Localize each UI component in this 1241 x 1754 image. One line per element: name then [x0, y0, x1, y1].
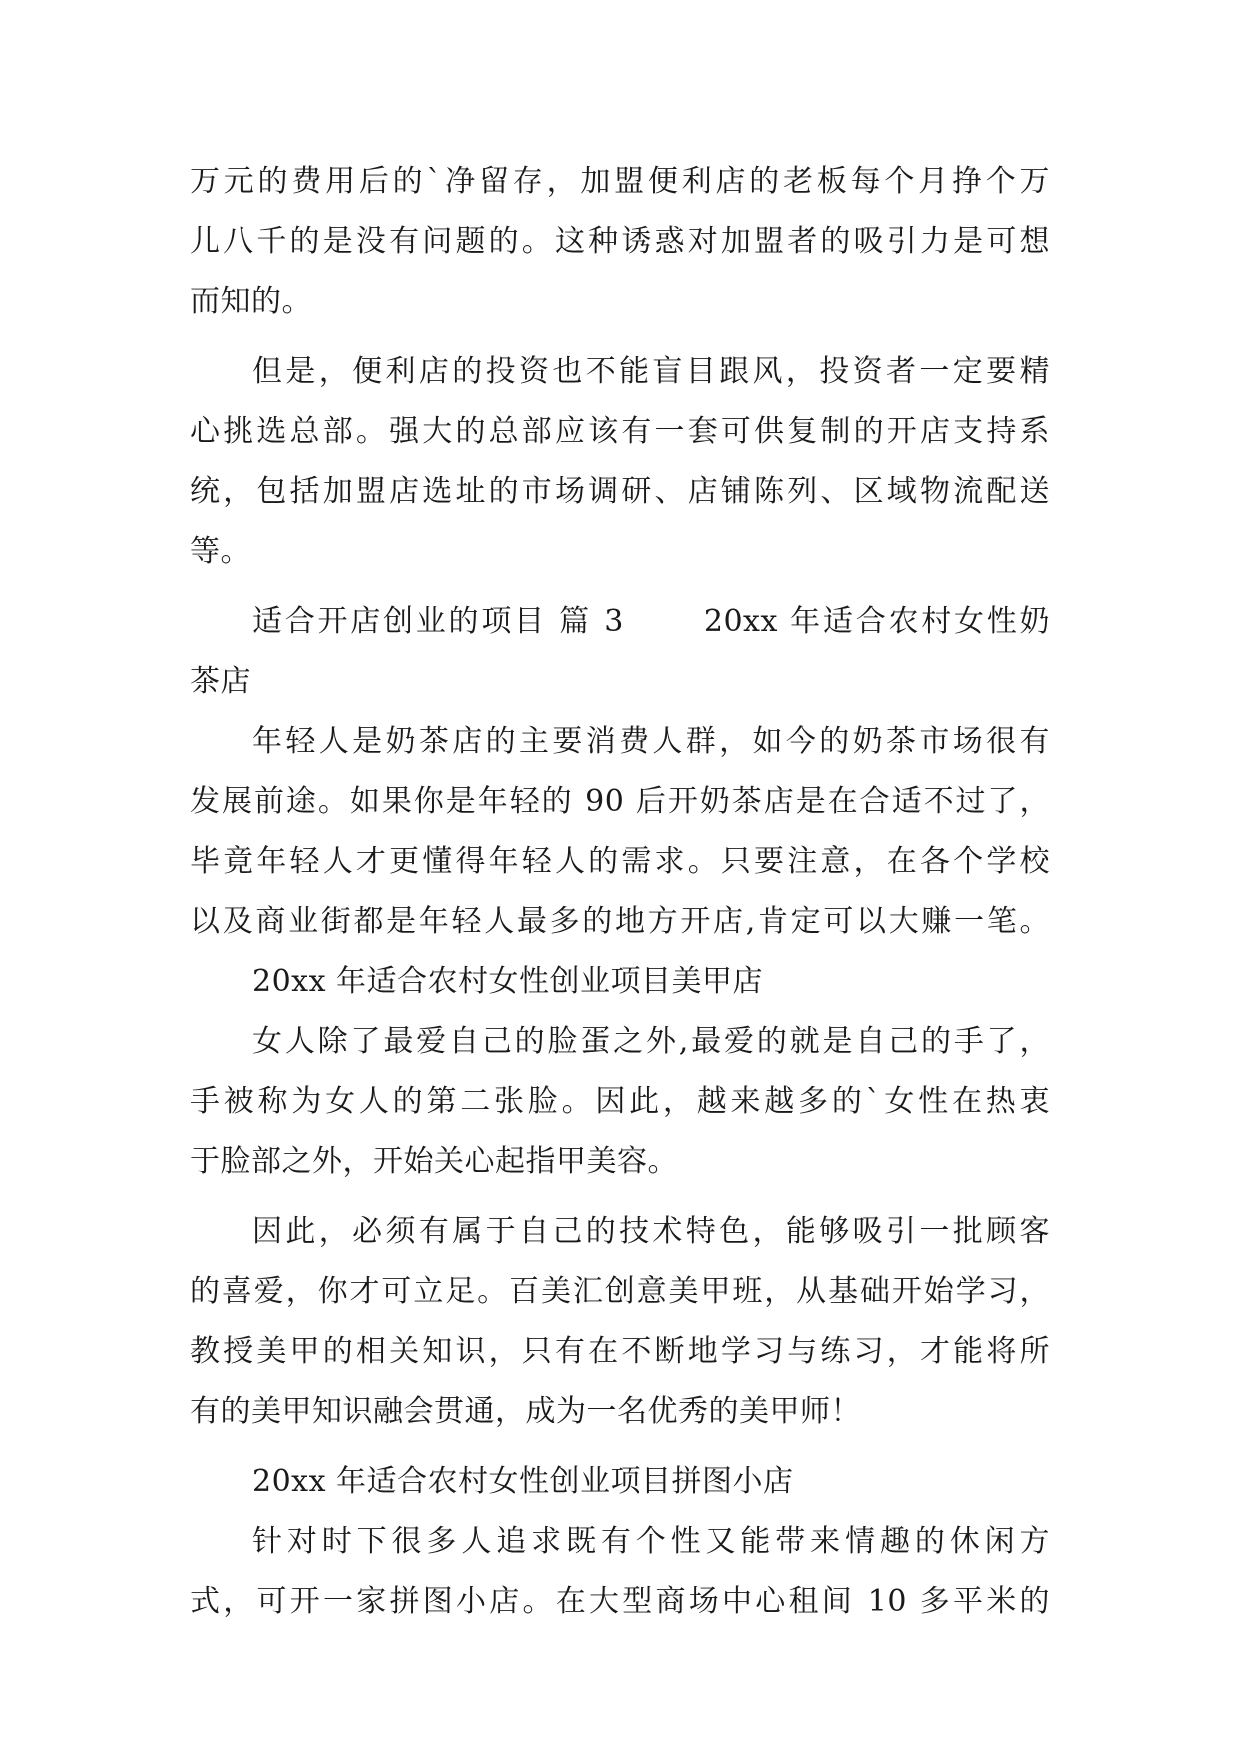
section-heading-line: 20xx 年适合农村女性创业项目美甲店 [252, 964, 764, 999]
paragraph-line: 统，包括加盟店选址的市场调研、店铺陈列、区域物流配送 [190, 474, 1050, 509]
paragraph-line: 儿八千的是没有问题的。这种诱惑对加盟者的吸引力是可想 [190, 224, 1050, 259]
paragraph-line: 发展前途。如果你是年轻的 90 后开奶茶店是在合适不过了， [190, 784, 1050, 819]
section-heading-line: 茶店 [190, 664, 251, 699]
paragraph-line: 女人除了最爱自己的脸蛋之外,最爱的就是自己的手了， [252, 1024, 1050, 1059]
section-heading-line: 适合开店创业的项目 篇 3 20xx 年适合农村女性奶 [252, 604, 1050, 639]
paragraph-line: 万元的费用后的`净留存，加盟便利店的老板每个月挣个万 [190, 164, 1050, 199]
paragraph-line: 等。 [190, 534, 251, 569]
paragraph-line: 但是，便利店的投资也不能盲目跟风，投资者一定要精 [252, 354, 1050, 389]
section-heading-line: 20xx 年适合农村女性创业项目拼图小店 [252, 1464, 794, 1499]
paragraph-line: 以及商业街都是年轻人最多的地方开店,肯定可以大赚一笔。 [190, 904, 1050, 939]
paragraph-line: 手被称为女人的第二张脸。因此，越来越多的`女性在热衷 [190, 1084, 1050, 1119]
document-body [190, 152, 1050, 1632]
paragraph-line: 毕竟年轻人才更懂得年轻人的需求。只要注意，在各个学校 [190, 844, 1050, 879]
paragraph-line: 的喜爱，你才可立足。百美汇创意美甲班，从基础开始学习， [190, 1274, 1050, 1309]
paragraph-line: 心挑选总部。强大的总部应该有一套可供复制的开店支持系 [190, 414, 1050, 449]
paragraph-line: 年轻人是奶茶店的主要消费人群，如今的奶茶市场很有 [252, 724, 1050, 759]
paragraph-line: 教授美甲的相关知识，只有在不断地学习与练习，才能将所 [190, 1334, 1050, 1369]
paragraph-line: 针对时下很多人追求既有个性又能带来情趣的休闲方 [252, 1524, 1050, 1559]
paragraph-line: 式，可开一家拼图小店。在大型商场中心租间 10 多平米的 [190, 1584, 1050, 1619]
paragraph-line: 有的美甲知识融会贯通，成为一名优秀的美甲师！ [190, 1394, 861, 1429]
paragraph-line: 而知的。 [190, 284, 312, 319]
paragraph-line: 因此，必须有属于自己的技术特色，能够吸引一批顾客 [252, 1214, 1050, 1249]
paragraph-line: 于脸部之外，开始关心起指甲美容。 [190, 1144, 678, 1179]
